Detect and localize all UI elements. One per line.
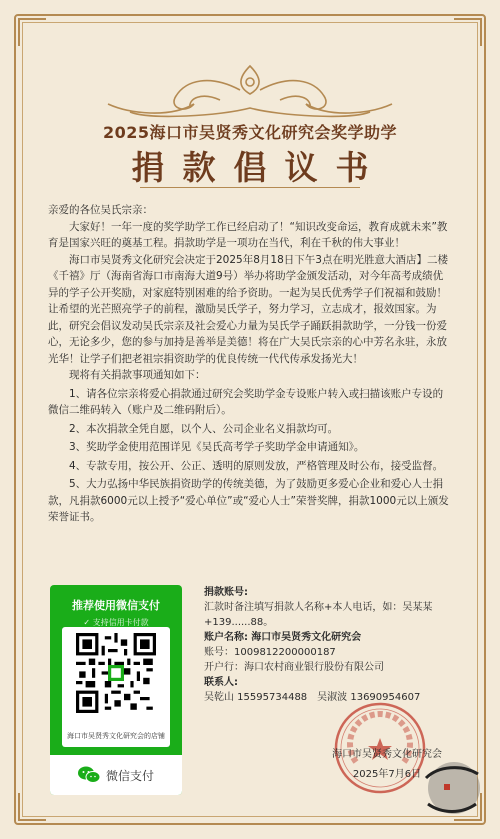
brand-logo-icon [418, 748, 482, 824]
account-number: 账号：1009812200000187 [204, 647, 336, 658]
page-title: 捐款倡议书 [131, 148, 387, 187]
account-label: 捐款账号: [204, 587, 248, 598]
qr-caption: 海口市吴贤秀文化研究会的店铺 [67, 732, 165, 740]
salutation: 亲爱的各位吴氏宗亲： [48, 204, 153, 216]
wechat-pay-heading: 推荐使用微信支付 [72, 599, 160, 612]
remittance-remark: 汇款时备注填写捐款人名称+本人电话，如：吴某某+139......88。 [204, 602, 433, 628]
signature-org: 海口市吴贤秀文化研究会 [332, 749, 442, 760]
account-info [204, 585, 454, 705]
title-divider [140, 187, 360, 188]
contacts-label: 联系人: [204, 677, 238, 688]
paragraph-intro: 大家好！一年一度的奖学助学工作已经启动了！“知识改变命运，教育成就未来”教育是国家兴旺的奠基工程。捐款助学是一项功在当代，利在千秋的伟大事业！ [48, 220, 448, 249]
paragraph-notice: 现将有关捐款事项通知如下： [69, 369, 206, 381]
list-item: 4、专款专用，按公开、公正、透明的原则发放，严格管理及时公布，接受监督。 [69, 459, 444, 472]
header-ornament [90, 60, 410, 124]
wechat-logo-icon [78, 766, 100, 784]
account-name-value: 海口市吴贤秀文化研究会 [251, 632, 362, 643]
list-item: 3、奖助学金使用范围详见《吴氏高考学子奖助学金申请通知》。 [69, 441, 365, 453]
letter-body [48, 202, 452, 526]
wechat-pay-subheading: ✓ 支持信用卡付款 [83, 618, 149, 627]
brand-logo [418, 748, 482, 824]
list-item: 1、请各位宗亲将爱心捐款通过研究会奖助学金专设账户转入或扫描该账户专设的微信二维码转入（账户及二维码附后）。 [48, 387, 444, 416]
qr-code-box[interactable] [62, 627, 170, 747]
corner-ornament [18, 18, 46, 46]
bank-name: 开户行：海口农村商业银行股份有限公司 [204, 662, 384, 673]
list-item: 2、本次捐款全凭自愿，以个人、公司企业名义捐款均可。 [69, 422, 339, 435]
wechat-pay-label: 微信支付 [105, 768, 154, 783]
account-name-label: 账户名称: [204, 632, 248, 643]
corner-ornament [454, 18, 482, 46]
contact-item: 吴乾山 15595734488 [204, 692, 308, 703]
paragraph-event: 海口市吴贤秀文化研究会决定于2025年8月18日下午3点在明光胜意大酒店】二楼《千禧》厅（海南省海口市南海大道9号）举办将助学金颁发活动，对今年高考成绩优异的学子公开奖励，对家庭特别困难的给予资助。一起为吴氏优秀学子们祝福和鼓励！让希望的光芒照亮学子的前程，激励吴氏学子，努力学习，立志成才，报效国家。为此，研究会倡议发动吴氏宗亲及社会爱心力量为吴氏学子踊跃捐款助学，一分钱一份爱心，无论多少，您的参与加持是善举是美德！将在广大吴氏宗亲的心中芳名永驻，永放光华！让学子们把老祖宗捐资助学的优良传统一代代传承发扬光大！ [48, 253, 448, 365]
contact-item: 吴淑波 13690954607 [317, 692, 421, 703]
subtitle: 2025海口市吴贤秀文化研究会奖学助学 [102, 123, 398, 142]
qr-code[interactable] [76, 633, 156, 713]
wechat-pay-card [50, 585, 182, 795]
signature-date: 2025年7月6日 [352, 769, 422, 780]
wechat-pay-footer [50, 755, 182, 795]
list-item: 5、大力弘扬中华民族捐资助学的传统美德，为了鼓励更多爱心企业和爱心人士捐款，凡捐款6000元以上授予“爱心单位”或“爱心人士”荣誉奖牌，捐款1000元以上颁发荣誉证书。 [48, 478, 449, 523]
corner-ornament [18, 793, 46, 821]
